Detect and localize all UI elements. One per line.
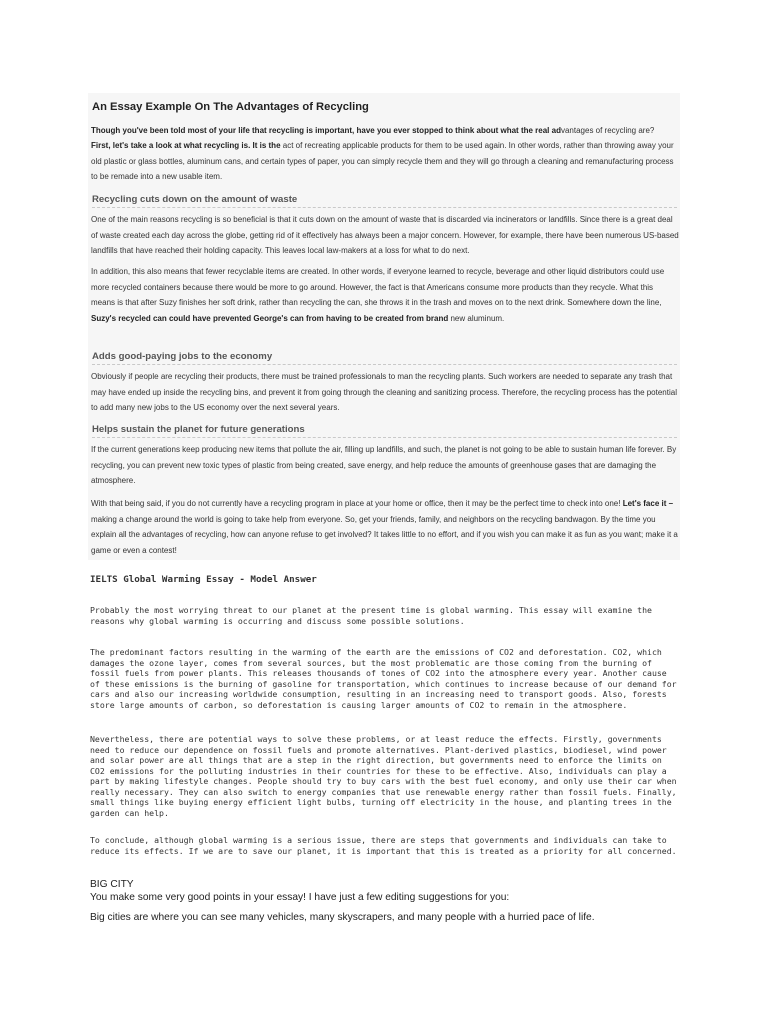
sustain-paragraph-2 [91,496,679,558]
jobs-paragraph: Obviously if people are recycling their products, there must be trained professionals to man the recycling plants. Such workers are needed to separate any trash that may have ended up inside the recycling bins, and prevent it from going through the cleaning and sanitizing process. Therefore, the recycling process has the potential to add many new jobs to the US economy over the next several years. [91,372,677,413]
gw-paragraph-causes: The predominant factors resulting in the warming of the earth are the emissions of CO2 and deforestation. CO2, which damages the ozone layer, comes from several sources, but the most problematic are those coming from the burning of fossil fuels from power plants. This releases thousands of tones of CO2 into the atmosphere every year. Another cause of these emissions is the burning of gasoline for transportation, which continues to increase because of our demand for cars and also our increasing worldwide consumption, resulting in an increasing need to transport goods. Also, forests store large amounts of carbon, so deforestation is causing larger amounts of CO2 to remain in the atmosphere. [90,647,677,710]
section-heading-waste: Recycling cuts down on the amount of waste [92,194,677,208]
waste-paragraph-1: One of the main reasons recycling is so beneficial is that it cuts down on the amount of waste that is discarded via incinerators or landfills. Since there is a great deal of waste created each day across the globe, getting rid of it effectively has always been a major concern. However, for example, there have been numerous US-based landfills that have reached their holding capacity. This leaves local law-makers at a loss for what to do next. [91,215,679,256]
sustain-p2-bold: Let's face it – [622,499,674,508]
intro-p2-bold: First, let's take a look at what recycling is. It is the [91,141,281,150]
recycling-essay-title: An Essay Example On The Advantages of Recycling [92,101,369,113]
sustain-p2-start: With that being said, if you do not currently have a recycling program in place at your home or office, then it may be the perfect time to check into one! [91,499,623,508]
sustain-p2-end: making a change around the world is going to take help from everyone. So, get your friends, family, and neighbors on the recycling bandwagon. By the time you explain all the advantages of recycling, how can anyone refuse to get involved? It takes little to no effort, and if you wish you can make it as fun as you want; make it a game or even a contest! [91,514,678,555]
gw-paragraph-conclusion: To conclude, although global warming is a serious issue, there are steps that governments and individuals can take to reduce its effects. If we are to save our planet, it is important that this is treated as a priority for all concerned. [90,835,677,856]
feedback-line: You make some very good points in your essay! I have just a few editing suggestions for you: [90,892,510,903]
big-city-heading: BIG CITY [90,879,134,890]
intro-paragraph-2 [91,138,679,185]
section-heading-sustain: Helps sustain the planet for future generations [92,424,677,438]
intro-paragraph-1 [91,123,679,139]
section-heading-jobs: Adds good-paying jobs to the economy [92,351,677,365]
waste-paragraph-2 [91,264,679,326]
waste-p2-start: In addition, this also means that fewer recyclable items are created. In other words, if everyone learned to recycle, beverage and other liquid distributors could use more recycled containers because there would be more to go around. However, the fact is that Americans consume more products than they recycle. What this means is that after Suzy finishes her soft drink, rather than recycling the can, she throws it in the trash and moves on to the next drink. Somewhere down the line, [91,267,665,308]
gw-paragraph-intro: Probably the most worrying threat to our planet at the present time is global warming. This essay will examine the reasons why global warming is occurring and discuss some possible solutions. [90,605,652,626]
intro-p2-rest: act of recreating applicable products for them to be used again. In other words, rather than throwing away your old plastic or glass bottles, aluminum cans, and certain types of paper, you can simply recycle them and they will go through a cleaning and remanufacturing process to be remade into a new usable item. [91,141,674,182]
big-city-sentence: Big cities are where you can see many vehicles, many skyscrapers, and many people with a hurried pace of life. [90,912,595,923]
recycling-essay-panel [88,93,680,560]
gw-paragraph-solutions: Nevertheless, there are potential ways to solve these problems, or at least reduce the effects. Firstly, governments need to reduce our dependence on fossil fuels and promote alternatives. Plant-derived plastics, biodiesel, wind power and solar power are all things that are a step in the right direction, but governments need to enforce the limits on CO2 emissions for the polluting industries in their countries for these to be effective. Also, individuals can play a part by making lifestyle changes. People should try to buy cars with the best fuel economy, and only use their car when really necessary. They can also switch to energy companies that use renewable energy rather than fossil fuels. Finally, small things like buying energy efficient light bulbs, turning off electricity in the house, and planting trees in the garden can help. [90,734,677,818]
sustain-paragraph-1: If the current generations keep producing new items that pollute the air, filling up landfills, and such, the planet is not going to be able to sustain human life forever. By recycling, you can prevent new toxic types of plastic from being created, save energy, and help reduce the amounts of greenhouse gases that are damaging the atmosphere. [91,445,677,486]
intro-p1-end: vantages of recycling are? [560,126,655,135]
waste-p2-end: new aluminum. [448,313,505,323]
waste-p2-bold: Suzy's recycled can could have prevented George's can from having to be created from brand [91,313,449,323]
global-warming-essay-title: IELTS Global Warming Essay - Model Answer [90,574,317,585]
intro-p1-start: Though you've been told most of your life that recycling is important, have you ever stopped to think about what the real ad [91,126,561,135]
